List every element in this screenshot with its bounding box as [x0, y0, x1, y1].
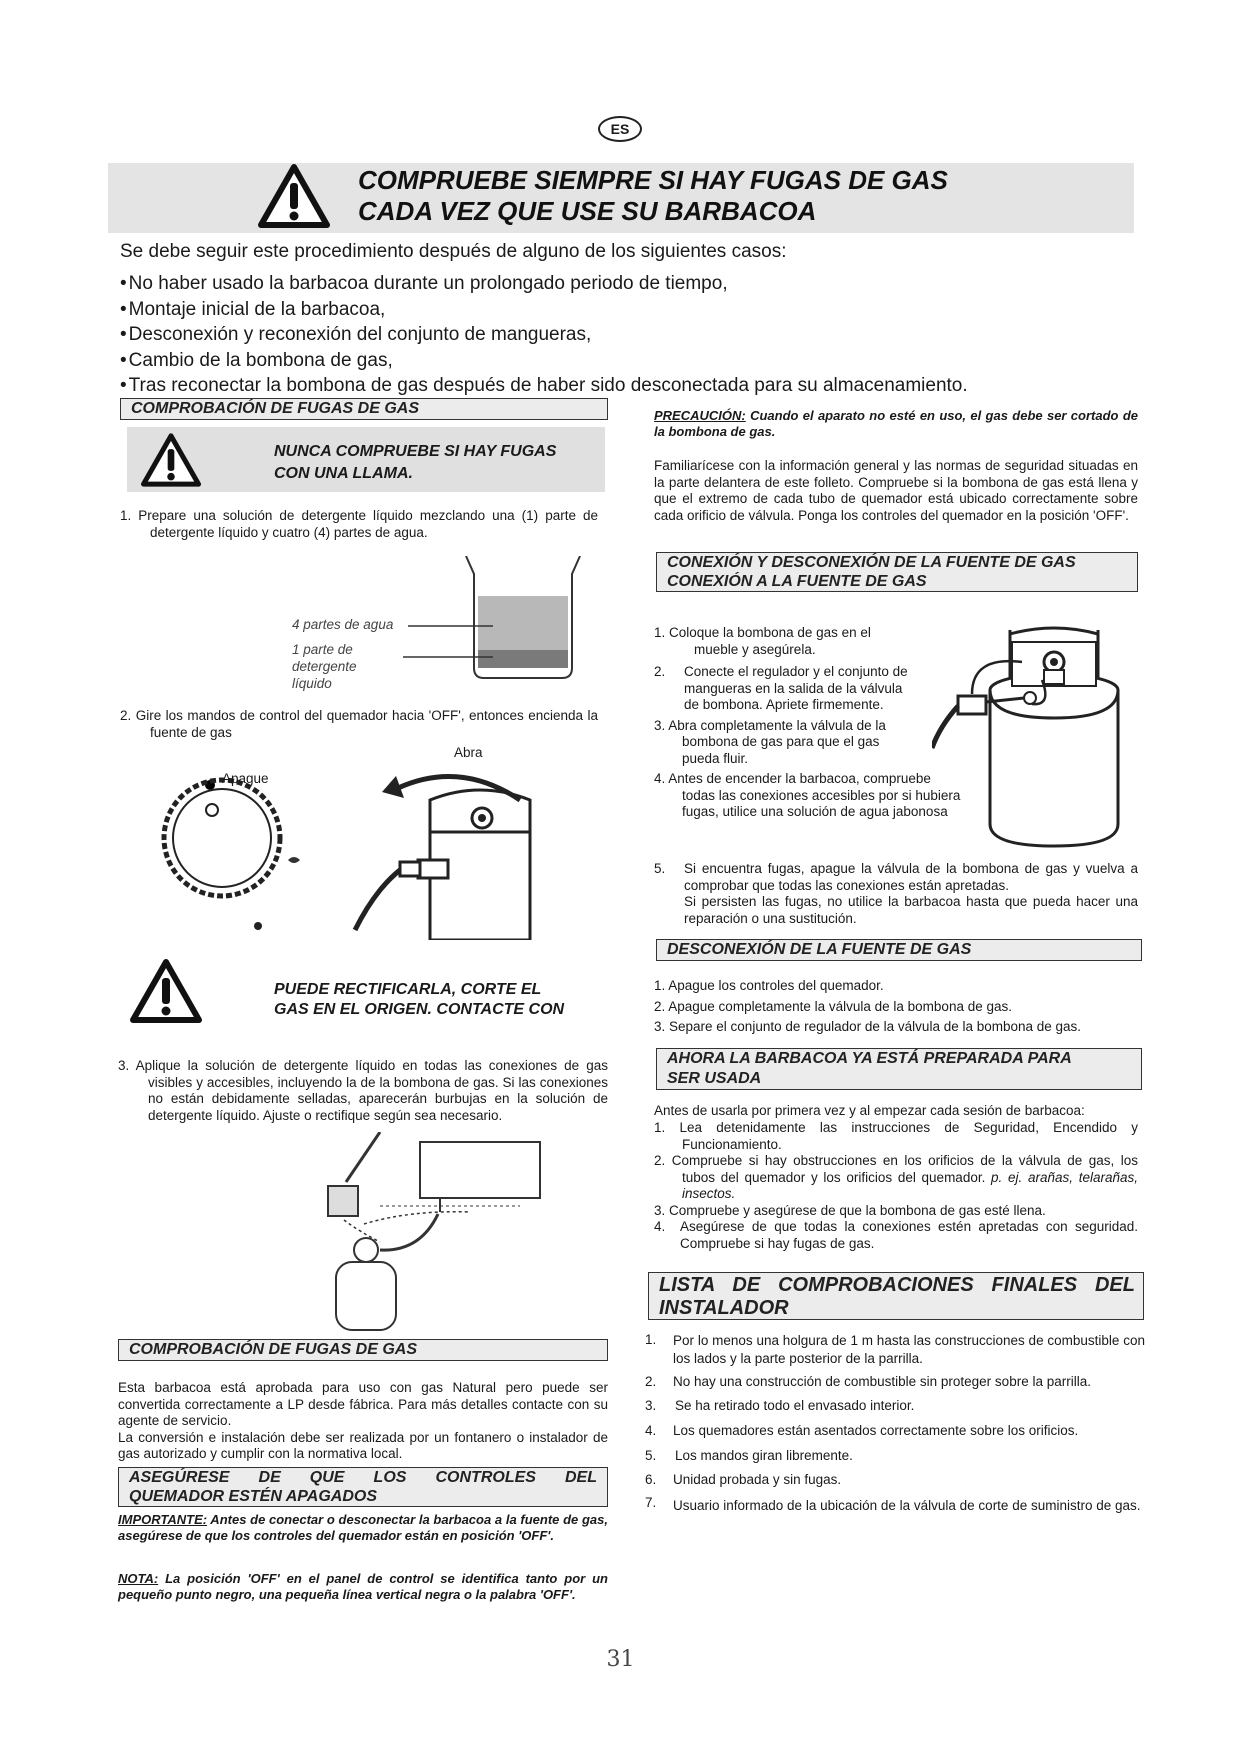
important-label: IMPORTANTE: — [118, 1512, 208, 1527]
list-number: 1. — [645, 1332, 657, 1347]
step-3: 3. Aplique la solución de detergente líquido en todas las conexiones de gas visibles y accesibles, incluyendo la de la bombona de gas. Si las conexiones no están debidamente selladas, aparecerán burbujas en la solución de detergente líquido. Ajuste o rectifique según sea necesario. — [118, 1058, 608, 1123]
brush-cylinder-figure — [320, 1132, 550, 1332]
familiarize-paragraph: Familiarícese con la información general y las normas de seguridad situadas en la parte delantera de este folleto. Compruebe si la bombona de gas está llena y que el extremo de cada tubo de quemador está ubicado correctamente sobre cada orificio de válvula. Ponga los controles del quemador en la posición 'OFF'. — [654, 458, 1138, 523]
list-text: Se ha retirado todo el envasado interior. — [675, 1397, 915, 1413]
section-title-leak-check-2: COMPROBACIÓN DE FUGAS DE GAS — [118, 1339, 608, 1361]
label-line: detergente — [292, 659, 357, 674]
list-number: 3. — [645, 1397, 657, 1413]
list-item: 4. Antes de encender la barbacoa, compruebe todas las conexiones accesibles por si hubiera fugas, utilice una solución de agua jabonosa — [654, 771, 961, 819]
list-item — [654, 664, 914, 714]
list-item — [645, 1495, 1145, 1516]
list-item — [645, 1448, 1145, 1465]
connection-step-5 — [654, 861, 1138, 927]
banner-title-line1: COMPRUEBE SIEMPRE SI HAY FUGAS DE GAS — [358, 165, 948, 195]
section-title-ready — [656, 1048, 1142, 1090]
section-title-line: ASEGÚRESE DE QUE LOS CONTROLES DEL — [129, 1469, 597, 1486]
important-note — [118, 1512, 608, 1544]
warning-line: GAS EN EL ORIGEN. CONTACTE CON — [274, 1001, 565, 1018]
list-item: 2. Apague completamente la válvula de la bombona de gas. — [654, 998, 1012, 1014]
section-title-controls-off — [118, 1467, 608, 1507]
label-line: 1 parte de — [292, 642, 353, 657]
caution-label: PRECAUCIÓN: — [654, 408, 746, 423]
warning-rectify-text — [274, 980, 564, 1020]
nota-text: La posición 'OFF' en el panel de control se identifica tanto por un pequeño punto negro, una pequeña línea vertical negra o la palabra 'OFF'. — [118, 1571, 608, 1602]
list-item — [654, 1153, 1138, 1203]
list-text: Conecte el regulador y el conjunto de mangueras en la salida de la válvula de bombona. Apriete firmemente. — [684, 664, 908, 712]
list-item — [645, 1332, 1145, 1368]
list-item: 1. Lea detenidamente las instrucciones de Seguridad, Encendido y Funcionamiento. — [654, 1120, 1138, 1152]
section-title-line: SER USADA — [667, 1070, 762, 1087]
list-item: • Cambio de la bombona de gas, — [120, 348, 968, 374]
section-title-line: QUEMADOR ESTÉN APAGADOS — [129, 1488, 378, 1505]
list-text-emphasis: p. ej. arañas, telarañas, insectos. — [682, 1169, 1138, 1201]
section-title-line: AHORA LA BARBACOA YA ESTÁ PREPARADA PARA — [667, 1050, 1072, 1067]
label-apague: Apague — [222, 771, 269, 786]
banner-title-line2: CADA VEZ QUE USE SU BARBACOA — [358, 196, 817, 226]
list-item: • No haber usado la barbacoa durante un prolongado periodo de tiempo, — [120, 271, 968, 297]
list-text — [684, 861, 1138, 927]
list-text: Los mandos giran libremente. — [675, 1447, 853, 1463]
list-text: Por lo menos una holgura de 1 m hasta las construcciones de combustible con los lados y la parte posterior de la parrilla. — [673, 1333, 1145, 1366]
warning-line: NUNCA COMPRUEBE SI HAY FUGAS — [274, 443, 557, 460]
disconnection-steps — [654, 976, 1138, 1038]
list-number: 4. — [645, 1423, 657, 1438]
label-abra: Abra — [454, 745, 483, 760]
warning-line: PUEDE RECTIFICARLA, CORTE EL — [274, 981, 542, 998]
list-item: • Montaje inicial de la barbacoa, — [120, 297, 968, 323]
list-item: 1. Coloque la bombona de gas en el mueble y asegúrela. — [654, 625, 871, 657]
list-number: 4. — [654, 1219, 666, 1234]
paragraph: Esta barbacoa está aprobada para uso con gas Natural pero puede ser convertida correctamente a LP desde fábrica. Para más detalles contacte con su agente de servicio. — [118, 1380, 608, 1428]
list-item — [645, 1374, 1145, 1391]
ready-steps — [654, 1120, 1138, 1252]
list-item: • Tras reconectar la bombona de gas después de haber sido desconectada para su almacenamiento. — [120, 373, 968, 399]
language-badge: ES — [598, 116, 642, 142]
banner-title — [358, 165, 948, 227]
list-number: 2. — [654, 664, 666, 679]
label-detergent — [292, 641, 357, 692]
list-text: Los quemadores están asentados correctamente sobre los orificios. — [673, 1423, 1079, 1438]
important-text: Antes de conectar o desconectar la barbacoa a la fuente de gas, asegúrese de que los controles del quemador están en posición 'OFF'. — [118, 1512, 608, 1543]
section-title-line: CONEXIÓN A LA FUENTE DE GAS — [667, 573, 927, 590]
list-text: No hay una construcción de combustible sin proteger sobre la parrilla. — [673, 1374, 1091, 1389]
list-text-part: Si persisten las fugas, no utilice la barbacoa hasta que pueda hacer una reparación o una sustitución. — [684, 894, 1138, 926]
warning-triangle-icon — [258, 163, 330, 229]
warning-triangle-icon — [130, 958, 202, 1024]
nota-note — [118, 1571, 608, 1603]
caution-text: Cuando el aparato no esté en uso, el gas debe ser cortado de la bombona de gas. — [654, 408, 1138, 439]
ready-intro: Antes de usarla por primera vez y al empezar cada sesión de barbacoa: — [654, 1103, 1085, 1118]
list-item: • Desconexión y reconexión del conjunto de mangueras, — [120, 322, 968, 348]
list-text: Asegúrese de que todas la conexiones estén apretadas con seguridad. Compruebe si hay fugas de gas. — [680, 1219, 1138, 1251]
knob-valve-figure — [160, 740, 610, 940]
cases-list — [120, 271, 968, 399]
step-1: 1. Prepare una solución de detergente líquido mezclando una (1) parte de detergente líquido y cuatro (4) partes de agua. — [120, 508, 598, 540]
section-title-disconnection: DESCONEXIÓN DE LA FUENTE DE GAS — [656, 939, 1142, 961]
list-text: 2. Compruebe si hay obstrucciones en los orificios de la válvula de gas, los tubos del quemador y los orificios del quemador. — [654, 1153, 1138, 1185]
list-item — [654, 861, 1138, 927]
warning-line: CON UNA LLAMA. — [274, 465, 413, 482]
list-text-part: Si encuentra fugas, apague la válvula de la bombona de gas y vuelva a comprobar que todas las conexiones están apretadas. — [684, 861, 1138, 893]
section-title-final-checklist — [648, 1272, 1144, 1320]
section-title-line: CONEXIÓN Y DESCONEXIÓN DE LA FUENTE DE GAS — [667, 554, 1076, 571]
list-item: 1. Apague los controles del quemador. — [654, 978, 884, 993]
list-item: 3. Separe el conjunto de regulador de la válvula de la bombona de gas. — [654, 1019, 1082, 1034]
nota-label: NOTA: — [118, 1571, 159, 1586]
list-item — [645, 1398, 1145, 1415]
warning-flame-text — [274, 441, 556, 485]
list-number: 5. — [645, 1447, 657, 1463]
page-number: 31 — [606, 1647, 635, 1672]
paragraph: La conversión e instalación debe ser realizada por un fontanero o instalador de gas autorizado y cumplir con la normativa local. — [118, 1429, 608, 1461]
section-title-leak-check: COMPROBACIÓN DE FUGAS DE GAS — [120, 398, 608, 420]
label-water: 4 partes de agua — [292, 617, 394, 632]
section-title-line: INSTALADOR — [659, 1297, 789, 1319]
list-item: 3. Abra completamente la válvula de la bombona de gas para que el gas pueda fluir. — [654, 717, 886, 766]
section-title-line: LISTA DE COMPROBACIONES FINALES DEL — [659, 1274, 1135, 1296]
final-checklist — [645, 1332, 1145, 1516]
list-item — [645, 1472, 1145, 1489]
list-text: Unidad probada y sin fugas. — [673, 1472, 842, 1487]
caution-note — [654, 408, 1138, 440]
label-line: líquido — [292, 676, 332, 691]
section-title-connection — [656, 552, 1138, 592]
connection-steps — [654, 625, 961, 821]
list-number: 2. — [645, 1374, 657, 1389]
list-item — [654, 1219, 1138, 1252]
list-number: 7. — [645, 1494, 657, 1510]
intro-text: Se debe seguir este procedimiento después de alguno de los siguientes casos: — [120, 241, 787, 262]
list-item: 3. Compruebe y asegúrese de que la bombona de gas esté llena. — [654, 1202, 1046, 1218]
warning-triangle-icon — [141, 432, 201, 488]
step-2: 2. Gire los mandos de control del quemador hacia 'OFF', entonces encienda la fuente de gas — [120, 708, 598, 740]
gas-cylinder-figure — [932, 626, 1142, 850]
list-number: 5. — [654, 861, 666, 876]
list-item — [645, 1423, 1145, 1440]
list-number: 6. — [645, 1472, 657, 1487]
list-text: Usuario informado de la ubicación de la válvula de corte de suministro de gas. — [673, 1497, 1141, 1513]
paragraph-approval — [118, 1380, 608, 1463]
